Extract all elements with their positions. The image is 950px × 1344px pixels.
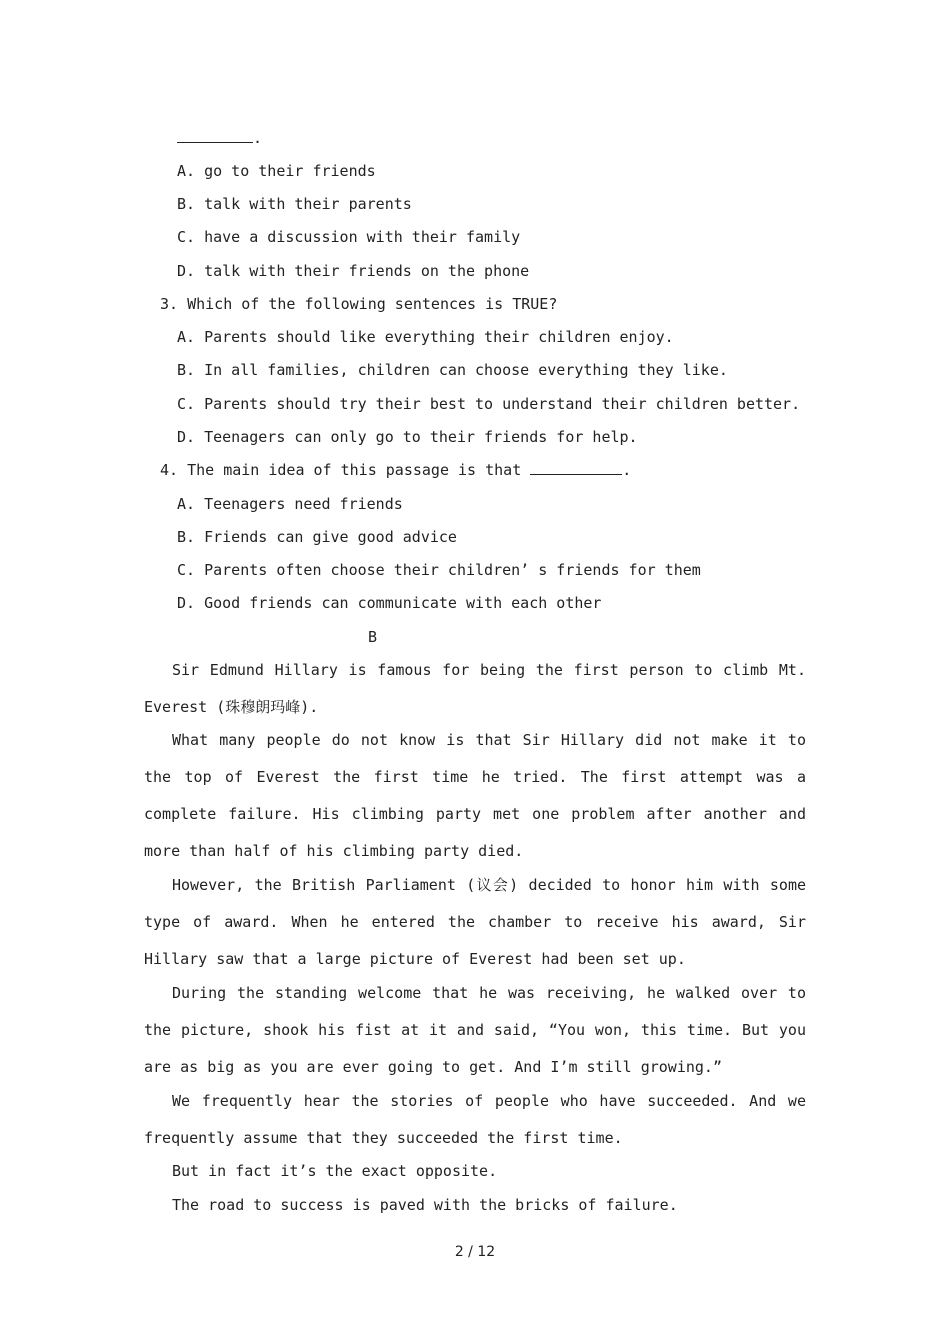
q4-option-c: C. Parents often choose their children’ s friends for them (177, 561, 701, 579)
q3-option-a: A. Parents should like everything their children enjoy. (177, 328, 674, 346)
q2-option-c: C. have a discussion with their family (177, 228, 521, 246)
passage-paragraph: However, the British Parliament (议会) decided to honor him with some type of award. When he entered the chamber to receive his award, Sir Hillary saw that a large picture of Everest had been set up. (144, 876, 806, 968)
q4-stem: 4. The main idea of this passage is that . (160, 461, 632, 479)
q2-stem-tail: . (177, 128, 262, 148)
answer-blank (177, 128, 253, 143)
q4-option-d: D. Good friends can communicate with each other (177, 594, 602, 612)
answer-blank (530, 460, 622, 475)
passage-paragraph: Sir Edmund Hillary is famous for being the first person to climb Mt. Everest (珠穆朗玛峰). (144, 661, 806, 716)
q3-option-c: C. Parents should try their best to understand their children better. (177, 395, 801, 413)
section-label: B (368, 628, 378, 646)
q2-option-d: D. talk with their friends on the phone (177, 262, 530, 280)
q3-stem: 3. Which of the following sentences is TRUE? (160, 295, 558, 313)
page-number: 2 / 12 (454, 1244, 496, 1260)
q4-option-a: A. Teenagers need friends (177, 495, 403, 513)
passage-paragraph: But in fact it’s the exact opposite. (172, 1162, 498, 1180)
q3-option-d: D. Teenagers can only go to their friends for help. (177, 428, 638, 446)
passage-paragraph: What many people do not know is that Sir Hillary did not make it to the top of Everest the first time he tried. The first attempt was a complete failure. His climbing party met one problem after another and more than half of his climbing party died. (144, 731, 806, 860)
passage-paragraph: The road to success is paved with the bricks of failure. (172, 1196, 678, 1214)
passage-paragraph: During the standing welcome that he was receiving, he walked over to the picture, shook his fist at it and said, “You won, this time. But you are as big as you are ever going to get. And I’m still growing.” (144, 984, 806, 1076)
q2-option-b: B. talk with their parents (177, 195, 412, 213)
q3-option-b: B. In all families, children can choose everything they like. (177, 361, 728, 379)
q4-option-b: B. Friends can give good advice (177, 528, 457, 546)
q2-option-a: A. go to their friends (177, 162, 376, 180)
passage-paragraph: We frequently hear the stories of people who have succeeded. And we frequently assume that they succeeded the first time. (144, 1092, 806, 1147)
